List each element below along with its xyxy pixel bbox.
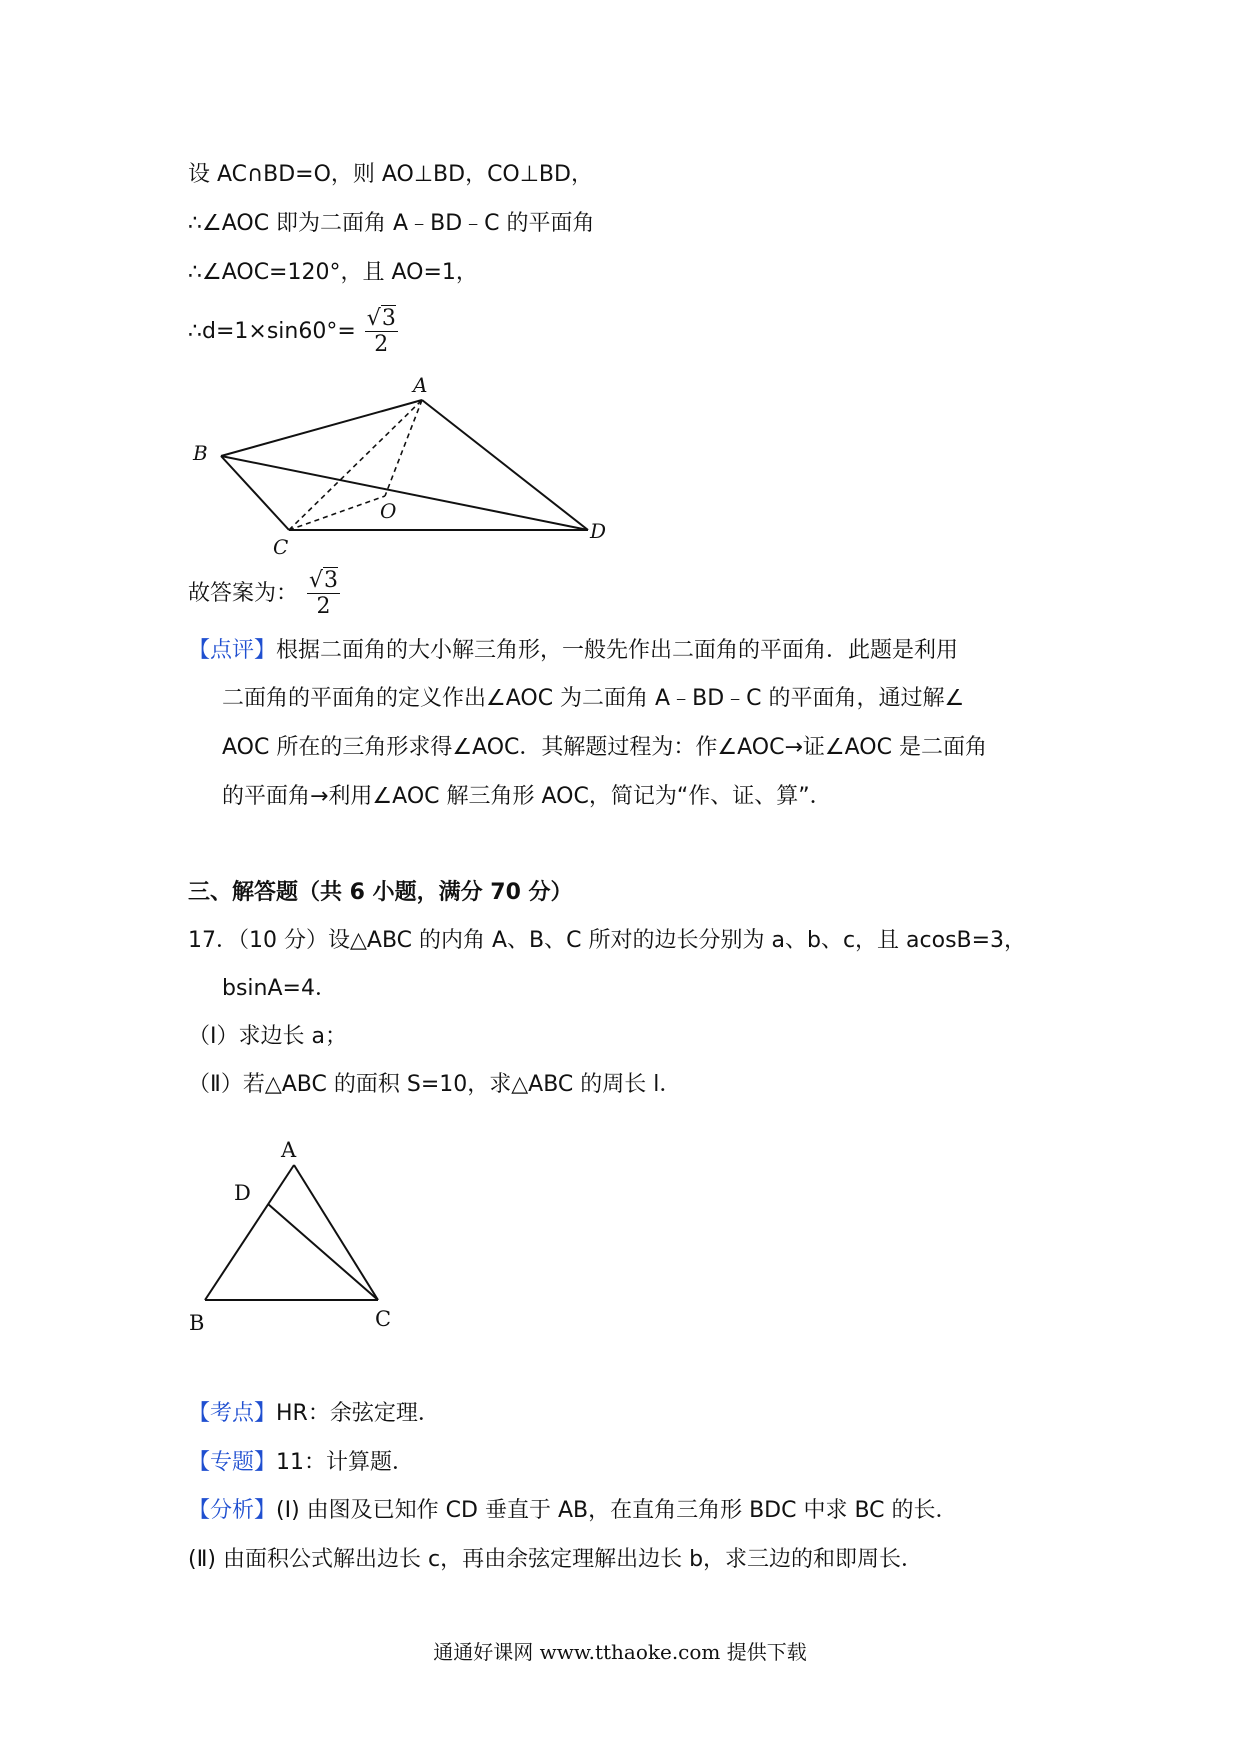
- tri-label-c: C: [375, 1307, 392, 1331]
- sqrt-symbol: √: [366, 305, 381, 331]
- figure-triangle: [185, 1130, 415, 1340]
- zhuanti-tag: 【专题】: [188, 1450, 277, 1475]
- section-heading: 三、解答题（共 6 小题，满分 70 分）: [188, 880, 573, 905]
- answer-denominator: 2: [316, 593, 331, 619]
- answer-fraction: [307, 569, 340, 620]
- dashed-ao: [385, 400, 422, 496]
- page-footer: 通通好课网 www.tthaoke.com 提供下载: [433, 1640, 807, 1664]
- fenxi-line-2: (Ⅱ) 由面积公式解出边长 c，再由余弦定理解出边长 b，求三边的和即周长．: [188, 1547, 924, 1572]
- q17-line-1: 17．（10 分）设△ABC 的内角 A、B、C 所对的边长分别为 a、b、c，且 acosB=3，: [188, 928, 1027, 953]
- dashed-co: [289, 496, 385, 530]
- radicand: 3: [381, 305, 396, 331]
- kaodian-tag: 【考点】: [188, 1401, 277, 1426]
- label-b: B: [193, 441, 208, 465]
- distance-expression: ∴d=1×sin60°=: [188, 319, 356, 344]
- label-c: C: [273, 535, 289, 559]
- comment-tag: 【点评】: [188, 638, 277, 663]
- solution-line-3: ∴∠AOC=120°，且 AO=1，: [188, 260, 478, 285]
- comment-line-2: 二面角的平面角的定义作出∠AOC 为二面角 A﹣BD﹣C 的平面角，通过解∠: [222, 686, 965, 711]
- comment-line-3: AOC 所在的三角形求得∠AOC．其解题过程为：作∠AOC→证∠AOC 是二面角: [222, 735, 987, 760]
- edge-ad: [422, 400, 588, 530]
- comment-line-1: [188, 636, 958, 666]
- solution-line-2: ∴∠AOC 即为二面角 A﹣BD﹣C 的平面角: [188, 211, 595, 236]
- comment-text-1: 根据二面角的大小解三角形，一般先作出二面角的平面角．此题是利用: [276, 638, 959, 663]
- edge-bd: [221, 456, 588, 530]
- kaodian-text: HR：余弦定理．: [276, 1401, 440, 1426]
- edge-ba: [221, 400, 422, 456]
- segment-dc: [268, 1204, 378, 1300]
- sqrt3-over-2-fraction: [365, 307, 398, 358]
- answer-radicand: 3: [324, 567, 339, 593]
- fenxi-line-1: [188, 1496, 958, 1526]
- kaodian-line: [188, 1399, 440, 1429]
- q17-part-1: （Ⅰ）求边长 a；: [188, 1024, 347, 1049]
- zhuanti-line: [188, 1448, 414, 1478]
- side-ac: [294, 1165, 378, 1300]
- comment-line-4: 的平面角→利用∠AOC 解三角形 AOC，简记为“作、证、算”．: [222, 784, 832, 809]
- label-a: A: [413, 373, 428, 397]
- label-d: D: [590, 519, 607, 543]
- figure-pyramid: [185, 370, 645, 560]
- tri-label-b: B: [189, 1311, 205, 1335]
- solution-line-4: [188, 304, 398, 360]
- answer-line: [188, 566, 340, 622]
- fenxi-tag: 【分析】: [188, 1498, 277, 1523]
- zhuanti-text: 11：计算题．: [276, 1450, 415, 1475]
- answer-prefix: 故答案为：: [188, 581, 299, 606]
- label-o: O: [380, 499, 397, 523]
- solution-line-1: 设 AC∩BD=O，则 AO⊥BD，CO⊥BD，: [188, 162, 593, 187]
- tri-label-d: D: [234, 1181, 251, 1205]
- tri-label-a: A: [281, 1138, 297, 1162]
- q17-line-2: bsinA=4．: [222, 976, 337, 1001]
- q17-part-2: （Ⅱ）若△ABC 的面积 S=10，求△ABC 的周长 l．: [188, 1072, 682, 1097]
- denominator: 2: [374, 331, 389, 357]
- fenxi-text-1: (Ⅰ) 由图及已知作 CD 垂直于 AB，在直角三角形 BDC 中求 BC 的长．: [276, 1498, 958, 1523]
- answer-sqrt-symbol: √: [309, 567, 324, 593]
